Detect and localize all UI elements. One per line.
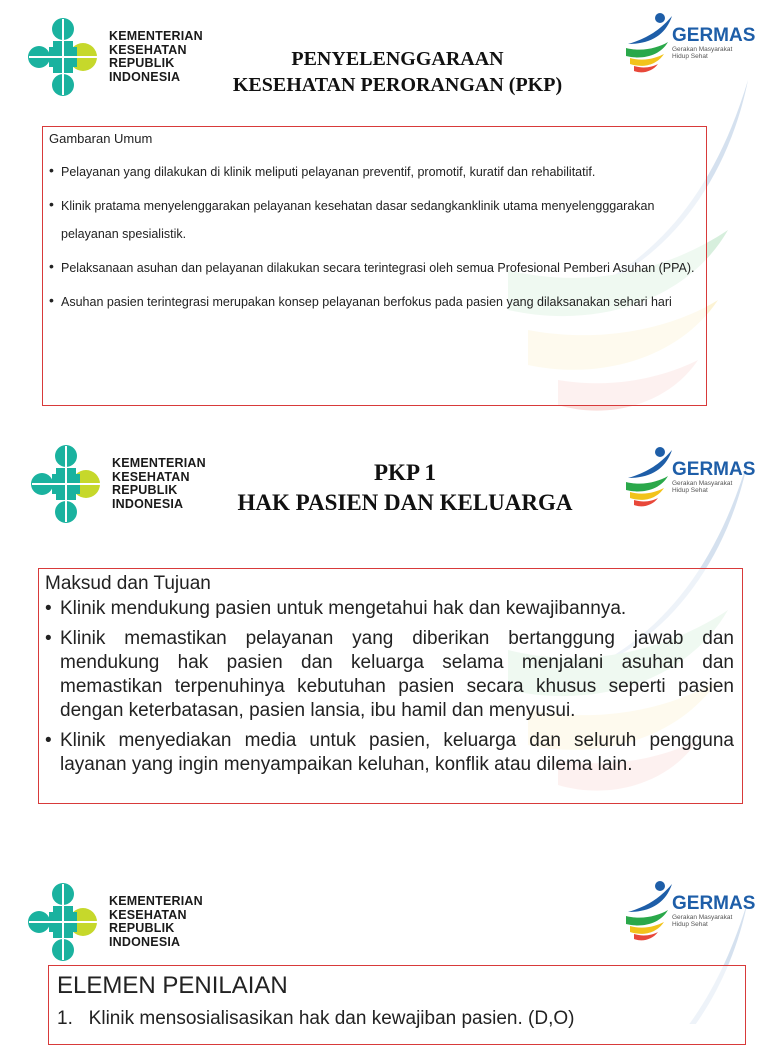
list-item: • Asuhan pasien terintegrasi merupakan konsep pelayanan berfokus pada pasien yang dilaksanakan sehari hari: [49, 288, 696, 316]
list-item: • Klinik mendukung pasien untuk mengetahui hak dan kewajibannya.: [45, 597, 734, 621]
germas-emblem-icon: [620, 446, 676, 508]
box-heading: ELEMEN PENILAIAN: [57, 972, 288, 999]
slide-title: PENYELENGGARAAN KESEHATAN PERORANGAN (PKP): [232, 48, 563, 96]
list-item: • Pelayanan yang dilakukan di klinik meliputi pelayanan preventif, promotif, kuratif dan rehabilitatif.: [49, 158, 696, 186]
germas-logo: [620, 880, 755, 942]
overview-box: [42, 126, 707, 406]
slide-1: [0, 0, 768, 420]
germas-tagline: Gerakan Masyarakat Hidup Sehat: [672, 913, 733, 928]
germas-tagline: Gerakan Masyarakat Hidup Sehat: [672, 45, 733, 60]
list-item: • Klinik menyediakan media untuk pasien, keluarga dan seluruh pengguna layanan yang ingin menyampaikan keluhan, konflik atau dilema lain.: [45, 729, 734, 777]
list-item: 1. Klinik mensosialisasikan hak dan kewajiban pasien. (D,O): [57, 1008, 575, 1029]
list-item: • Pelaksanaan asuhan dan pelayanan dilakukan secara terintegrasi oleh semua Profesional Pemberi Asuhan (PPA).: [49, 254, 696, 282]
kemenkes-logo-text: KEMENTERIAN KESEHATAN REPUBLIK INDONESIA: [109, 29, 203, 84]
kemenkes-logo-text: KEMENTERIAN KESEHATAN REPUBLIK INDONESIA: [109, 894, 203, 949]
germas-wordmark: GERMAS: [672, 458, 756, 480]
germas-tagline: Gerakan Masyarakat Hidup Sehat: [672, 479, 733, 494]
kemenkes-emblem-icon: [27, 882, 99, 962]
bullet-list: [49, 158, 696, 316]
box-heading: Gambaran Umum: [49, 131, 153, 146]
kemenkes-logo: [30, 444, 206, 524]
germas-emblem-icon: [620, 880, 676, 942]
assessment-box: [48, 965, 746, 1045]
numbered-list: [57, 1004, 737, 1034]
kemenkes-logo: [27, 882, 203, 962]
purpose-box: [38, 568, 743, 804]
slide-title: PKP 1 HAK PASIEN DAN KELUARGA: [237, 460, 573, 515]
kemenkes-emblem-icon: [30, 444, 102, 524]
kemenkes-logo: [27, 17, 203, 97]
germas-wordmark: GERMAS: [672, 892, 756, 914]
list-item: • Klinik pratama menyelenggarakan pelayanan kesehatan dasar sedangkanklinik utama menyelengggarakan pelayanan spesialistik.: [49, 192, 696, 248]
list-item: • Klinik memastikan pelayanan yang diberikan bertanggung jawab dan mendukung hak pasien dan keluarga selama menjalani asuhan dan memastikan terpenuhinya kebutuhan pasien secara khusus seperti pasien dengan keterbatasan, pasien lansia, ibu hamil dan menyusui.: [45, 627, 734, 723]
germas-emblem-icon: [620, 12, 676, 74]
bullet-list: [45, 597, 734, 777]
germas-logo: [620, 12, 755, 74]
box-heading: Maksud dan Tujuan: [45, 573, 211, 594]
germas-logo: [620, 446, 755, 508]
kemenkes-emblem-icon: [27, 17, 99, 97]
kemenkes-logo-text: KEMENTERIAN KESEHATAN REPUBLIK INDONESIA: [112, 456, 206, 511]
germas-wordmark: GERMAS: [672, 24, 756, 46]
